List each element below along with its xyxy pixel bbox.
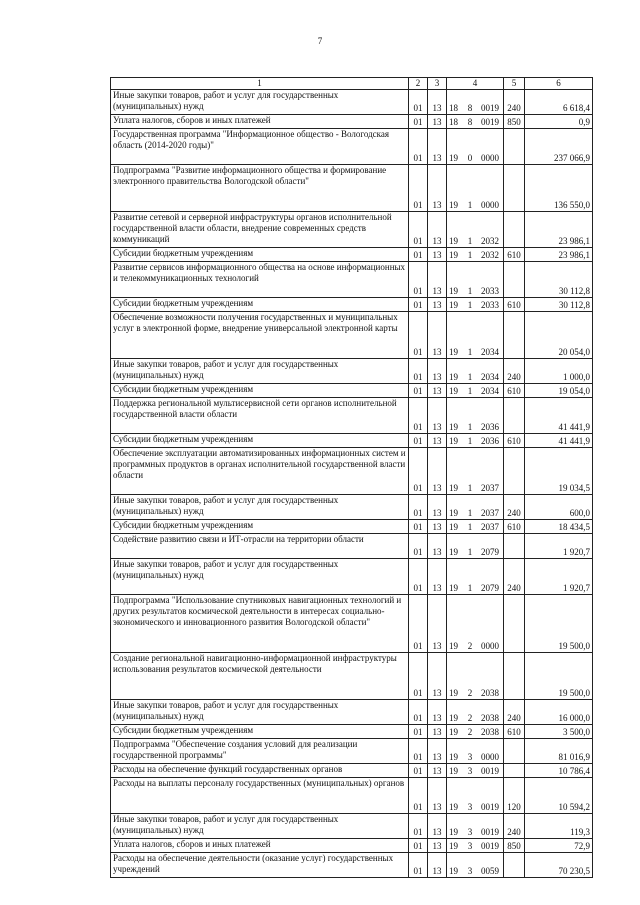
target-article-part: 0019 xyxy=(481,103,499,113)
target-article-part: 2037 xyxy=(481,483,499,493)
subsection-code: 13 xyxy=(428,814,447,839)
section-code: 01 xyxy=(409,559,428,595)
table-row xyxy=(111,298,593,312)
subsection-code: 13 xyxy=(428,129,447,165)
table-row xyxy=(111,384,593,398)
expense-type-code xyxy=(504,534,525,559)
subsection-code: 13 xyxy=(428,298,447,312)
target-article-part: 1 xyxy=(467,286,473,296)
page-number: 7 xyxy=(317,36,323,46)
target-article-code xyxy=(447,725,504,739)
target-article-part: 2034 xyxy=(481,372,499,382)
row-name: Создание региональной навигационно-информационной инфраструктуры использования результатов космической деятельности xyxy=(111,653,409,700)
target-article-part: 0019 xyxy=(481,117,499,127)
expense-type-code xyxy=(504,165,525,212)
section-code: 01 xyxy=(409,520,428,534)
expense-type-code xyxy=(504,448,525,495)
table-row xyxy=(111,739,593,764)
target-article-part: 0059 xyxy=(481,866,499,876)
amount: 72,9 xyxy=(525,839,593,853)
table-row xyxy=(111,839,593,853)
subsection-code: 13 xyxy=(428,653,447,700)
section-code: 01 xyxy=(409,129,428,165)
target-article-part: 2036 xyxy=(481,436,499,446)
expense-type-code xyxy=(504,212,525,248)
target-article-part: 19 xyxy=(449,422,458,432)
column-header-5: 5 xyxy=(504,78,525,90)
target-article-part: 19 xyxy=(449,347,458,357)
subsection-code: 13 xyxy=(428,434,447,448)
target-article-code xyxy=(447,359,504,384)
table-row xyxy=(111,853,593,878)
row-name: Развитие сервисов информационного общества на основе информационных и телекоммуникационных технологий xyxy=(111,262,409,298)
table-body xyxy=(111,90,593,878)
row-name: Иные закупки товаров, работ и услуг для государственных (муниципальных) нужд xyxy=(111,700,409,725)
table-row xyxy=(111,248,593,262)
expense-type-code: 240 xyxy=(504,90,525,115)
subsection-code: 13 xyxy=(428,384,447,398)
target-article-code xyxy=(447,262,504,298)
expense-type-code xyxy=(504,653,525,700)
target-article-part: 19 xyxy=(449,386,458,396)
target-article-code xyxy=(447,839,504,853)
target-article-part: 0000 xyxy=(481,641,499,651)
expense-type-code: 240 xyxy=(504,359,525,384)
subsection-code: 13 xyxy=(428,165,447,212)
amount: 237 066,9 xyxy=(525,129,593,165)
section-code: 01 xyxy=(409,434,428,448)
target-article-part: 2033 xyxy=(481,286,499,296)
target-article-part: 1 xyxy=(467,372,473,382)
target-article-code xyxy=(447,90,504,115)
target-article-part: 18 xyxy=(449,103,458,113)
column-header-3: 3 xyxy=(428,78,447,90)
table-row xyxy=(111,448,593,495)
row-name: Поддержка региональной мультисервисной сети органов исполнительной государственной власти области xyxy=(111,398,409,434)
target-article-code xyxy=(447,814,504,839)
target-article-part: 1 xyxy=(467,508,473,518)
amount: 30 112,8 xyxy=(525,262,593,298)
target-article-part: 19 xyxy=(449,641,458,651)
target-article-code xyxy=(447,653,504,700)
subsection-code: 13 xyxy=(428,115,447,129)
table-row xyxy=(111,520,593,534)
target-article-part: 0000 xyxy=(481,752,499,762)
amount: 23 986,1 xyxy=(525,248,593,262)
row-name: Уплата налогов, сборов и иных платежей xyxy=(111,115,409,129)
target-article-part: 19 xyxy=(449,250,458,260)
target-article-code xyxy=(447,739,504,764)
target-article-code xyxy=(447,448,504,495)
table-row xyxy=(111,725,593,739)
row-name: Субсидии бюджетным учреждениям xyxy=(111,384,409,398)
amount: 19 500,0 xyxy=(525,595,593,653)
amount: 18 434,5 xyxy=(525,520,593,534)
table-row xyxy=(111,90,593,115)
expense-type-code: 610 xyxy=(504,248,525,262)
target-article-part: 19 xyxy=(449,583,458,593)
target-article-part: 3 xyxy=(467,766,473,776)
target-article-part: 1 xyxy=(467,300,473,310)
target-article-part: 3 xyxy=(467,802,473,812)
target-article-code xyxy=(447,165,504,212)
target-article-part: 2 xyxy=(467,727,473,737)
section-code: 01 xyxy=(409,534,428,559)
amount: 20 054,0 xyxy=(525,312,593,359)
subsection-code: 13 xyxy=(428,212,447,248)
amount: 70 230,5 xyxy=(525,853,593,878)
table-row xyxy=(111,262,593,298)
target-article-code xyxy=(447,534,504,559)
target-article-part: 0 xyxy=(467,153,473,163)
target-article-part: 19 xyxy=(449,153,458,163)
target-article-part: 2037 xyxy=(481,522,499,532)
section-code: 01 xyxy=(409,764,428,778)
target-article-part: 19 xyxy=(449,286,458,296)
amount: 1 920,7 xyxy=(525,559,593,595)
target-article-code xyxy=(447,384,504,398)
amount: 16 000,0 xyxy=(525,700,593,725)
target-article-part: 19 xyxy=(449,766,458,776)
target-article-part: 0019 xyxy=(481,766,499,776)
table-row xyxy=(111,559,593,595)
target-article-part: 1 xyxy=(467,250,473,260)
amount: 0,9 xyxy=(525,115,593,129)
target-article-code xyxy=(447,115,504,129)
row-name: Подпрограмма "Обеспечение создания условий для реализации государственной программы" xyxy=(111,739,409,764)
target-article-part: 1 xyxy=(467,236,473,246)
target-article-part: 1 xyxy=(467,522,473,532)
section-code: 01 xyxy=(409,778,428,814)
target-article-part: 0019 xyxy=(481,841,499,851)
section-code: 01 xyxy=(409,853,428,878)
target-article-part: 19 xyxy=(449,827,458,837)
row-name: Иные закупки товаров, работ и услуг для государственных (муниципальных) нужд xyxy=(111,359,409,384)
target-article-part: 19 xyxy=(449,802,458,812)
table-row xyxy=(111,764,593,778)
target-article-part: 19 xyxy=(449,752,458,762)
amount: 23 986,1 xyxy=(525,212,593,248)
amount: 600,0 xyxy=(525,495,593,520)
target-article-code xyxy=(447,212,504,248)
target-article-code xyxy=(447,398,504,434)
expense-type-code: 610 xyxy=(504,384,525,398)
section-code: 01 xyxy=(409,653,428,700)
target-article-part: 3 xyxy=(467,752,473,762)
target-article-part: 2034 xyxy=(481,386,499,396)
section-code: 01 xyxy=(409,165,428,212)
target-article-part: 2 xyxy=(467,713,473,723)
table-row xyxy=(111,653,593,700)
section-code: 01 xyxy=(409,115,428,129)
row-name: Субсидии бюджетным учреждениям xyxy=(111,298,409,312)
table-row xyxy=(111,814,593,839)
row-name: Иные закупки товаров, работ и услуг для государственных (муниципальных) нужд xyxy=(111,814,409,839)
budget-table xyxy=(110,77,593,878)
expense-type-code: 610 xyxy=(504,434,525,448)
target-article-part: 0000 xyxy=(481,153,499,163)
section-code: 01 xyxy=(409,262,428,298)
table-row xyxy=(111,165,593,212)
target-article-part: 8 xyxy=(467,103,473,113)
section-code: 01 xyxy=(409,739,428,764)
row-name: Уплата налогов, сборов и иных платежей xyxy=(111,839,409,853)
expense-type-code: 240 xyxy=(504,700,525,725)
amount: 10 594,2 xyxy=(525,778,593,814)
column-header-6: 6 xyxy=(525,78,593,90)
table-row xyxy=(111,398,593,434)
target-article-part: 1 xyxy=(467,547,473,557)
subsection-code: 13 xyxy=(428,90,447,115)
table-row xyxy=(111,434,593,448)
target-article-part: 8 xyxy=(467,117,473,127)
target-article-code xyxy=(447,559,504,595)
row-name: Субсидии бюджетным учреждениям xyxy=(111,520,409,534)
target-article-part: 2038 xyxy=(481,713,499,723)
target-article-part: 2079 xyxy=(481,583,499,593)
section-code: 01 xyxy=(409,359,428,384)
subsection-code: 13 xyxy=(428,448,447,495)
expense-type-code xyxy=(504,853,525,878)
row-name: Субсидии бюджетным учреждениям xyxy=(111,248,409,262)
target-article-part: 19 xyxy=(449,300,458,310)
amount: 1 000,0 xyxy=(525,359,593,384)
amount: 41 441,9 xyxy=(525,398,593,434)
target-article-part: 1 xyxy=(467,583,473,593)
target-article-part: 1 xyxy=(467,483,473,493)
subsection-code: 13 xyxy=(428,778,447,814)
section-code: 01 xyxy=(409,312,428,359)
expense-type-code xyxy=(504,262,525,298)
target-article-part: 19 xyxy=(449,727,458,737)
amount: 81 016,9 xyxy=(525,739,593,764)
target-article-code xyxy=(447,495,504,520)
subsection-code: 13 xyxy=(428,839,447,853)
subsection-code: 13 xyxy=(428,764,447,778)
target-article-part: 2033 xyxy=(481,300,499,310)
target-article-part: 19 xyxy=(449,713,458,723)
target-article-part: 1 xyxy=(467,422,473,432)
expense-type-code: 240 xyxy=(504,495,525,520)
target-article-part: 19 xyxy=(449,688,458,698)
section-code: 01 xyxy=(409,384,428,398)
table-row xyxy=(111,495,593,520)
table-row xyxy=(111,534,593,559)
row-name: Содействие развитию связи и ИТ-отрасли на территории области xyxy=(111,534,409,559)
amount: 136 550,0 xyxy=(525,165,593,212)
target-article-part: 2038 xyxy=(481,727,499,737)
section-code: 01 xyxy=(409,495,428,520)
target-article-part: 19 xyxy=(449,236,458,246)
target-article-part: 18 xyxy=(449,117,458,127)
subsection-code: 13 xyxy=(428,495,447,520)
expense-type-code: 610 xyxy=(504,520,525,534)
amount: 119,3 xyxy=(525,814,593,839)
target-article-part: 2 xyxy=(467,688,473,698)
amount: 19 054,0 xyxy=(525,384,593,398)
target-article-part: 2079 xyxy=(481,547,499,557)
target-article-code xyxy=(447,129,504,165)
expense-type-code xyxy=(504,129,525,165)
subsection-code: 13 xyxy=(428,262,447,298)
target-article-part: 19 xyxy=(449,508,458,518)
row-name: Расходы на обеспечение деятельности (оказание услуг) государственных учреждений xyxy=(111,853,409,878)
target-article-part: 1 xyxy=(467,200,473,210)
target-article-part: 2034 xyxy=(481,347,499,357)
expense-type-code: 240 xyxy=(504,814,525,839)
target-article-part: 2032 xyxy=(481,236,499,246)
target-article-code xyxy=(447,520,504,534)
row-name: Расходы на обеспечение функций государственных органов xyxy=(111,764,409,778)
target-article-part: 1 xyxy=(467,347,473,357)
target-article-part: 0019 xyxy=(481,827,499,837)
target-article-part: 2032 xyxy=(481,250,499,260)
subsection-code: 13 xyxy=(428,398,447,434)
section-code: 01 xyxy=(409,700,428,725)
target-article-code xyxy=(447,853,504,878)
target-article-part: 3 xyxy=(467,866,473,876)
section-code: 01 xyxy=(409,398,428,434)
section-code: 01 xyxy=(409,212,428,248)
target-article-code xyxy=(447,595,504,653)
target-article-part: 19 xyxy=(449,483,458,493)
expense-type-code xyxy=(504,764,525,778)
target-article-part: 2037 xyxy=(481,508,499,518)
table-row xyxy=(111,359,593,384)
target-article-part: 19 xyxy=(449,200,458,210)
expense-type-code xyxy=(504,739,525,764)
table-row xyxy=(111,115,593,129)
table-row xyxy=(111,595,593,653)
amount: 6 618,4 xyxy=(525,90,593,115)
target-article-part: 1 xyxy=(467,386,473,396)
target-article-part: 19 xyxy=(449,841,458,851)
subsection-code: 13 xyxy=(428,312,447,359)
subsection-code: 13 xyxy=(428,739,447,764)
target-article-code xyxy=(447,764,504,778)
subsection-code: 13 xyxy=(428,520,447,534)
target-article-part: 19 xyxy=(449,436,458,446)
subsection-code: 13 xyxy=(428,853,447,878)
row-name: Развитие сетевой и серверной инфраструктуры органов исполнительной государственной власти области, внедрение современных средств коммуникаций xyxy=(111,212,409,248)
table-header-row xyxy=(111,78,593,90)
amount: 41 441,9 xyxy=(525,434,593,448)
target-article-part: 2036 xyxy=(481,422,499,432)
section-code: 01 xyxy=(409,448,428,495)
subsection-code: 13 xyxy=(428,725,447,739)
row-name: Субсидии бюджетным учреждениям xyxy=(111,725,409,739)
table-row xyxy=(111,129,593,165)
amount: 3 500,0 xyxy=(525,725,593,739)
target-article-part: 3 xyxy=(467,827,473,837)
expense-type-code: 610 xyxy=(504,725,525,739)
expense-type-code: 850 xyxy=(504,839,525,853)
target-article-part: 0000 xyxy=(481,200,499,210)
column-header-1: 1 xyxy=(111,78,409,90)
row-name: Расходы на выплаты персоналу государственных (муниципальных) органов xyxy=(111,778,409,814)
target-article-part: 2 xyxy=(467,641,473,651)
amount: 30 112,8 xyxy=(525,298,593,312)
section-code: 01 xyxy=(409,725,428,739)
section-code: 01 xyxy=(409,90,428,115)
expense-type-code: 850 xyxy=(504,115,525,129)
subsection-code: 13 xyxy=(428,595,447,653)
subsection-code: 13 xyxy=(428,248,447,262)
section-code: 01 xyxy=(409,595,428,653)
target-article-code xyxy=(447,312,504,359)
row-name: Иные закупки товаров, работ и услуг для государственных (муниципальных) нужд xyxy=(111,495,409,520)
subsection-code: 13 xyxy=(428,700,447,725)
section-code: 01 xyxy=(409,814,428,839)
target-article-code xyxy=(447,248,504,262)
target-article-code xyxy=(447,298,504,312)
expense-type-code: 120 xyxy=(504,778,525,814)
table-row xyxy=(111,778,593,814)
row-name: Обеспечение эксплуатации автоматизированных информационных систем и программных продуктов в органах исполнительной государственной власти области xyxy=(111,448,409,495)
target-article-part: 19 xyxy=(449,522,458,532)
expense-type-code xyxy=(504,398,525,434)
section-code: 01 xyxy=(409,839,428,853)
subsection-code: 13 xyxy=(428,534,447,559)
table-row xyxy=(111,212,593,248)
target-article-code xyxy=(447,434,504,448)
amount: 19 034,5 xyxy=(525,448,593,495)
row-name: Иные закупки товаров, работ и услуг для государственных (муниципальных) нужд xyxy=(111,90,409,115)
target-article-part: 19 xyxy=(449,547,458,557)
row-name: Государственная программа "Информационное общество - Вологодская область (2014-2020 годы)" xyxy=(111,129,409,165)
row-name: Субсидии бюджетным учреждениям xyxy=(111,434,409,448)
table-row xyxy=(111,312,593,359)
amount: 1 920,7 xyxy=(525,534,593,559)
row-name: Обеспечение возможности получения государственных и муниципальных услуг в электронной форме, внедрение универсальной электронной карты xyxy=(111,312,409,359)
target-article-part: 3 xyxy=(467,841,473,851)
target-article-part: 1 xyxy=(467,436,473,446)
expense-type-code: 610 xyxy=(504,298,525,312)
expense-type-code xyxy=(504,312,525,359)
section-code: 01 xyxy=(409,298,428,312)
subsection-code: 13 xyxy=(428,359,447,384)
expense-type-code xyxy=(504,595,525,653)
row-name: Подпрограмма "Использование спутниковых навигационных технологий и других результатов космической деятельности в интересах социально-экономического и инновационного развития Вологодской области" xyxy=(111,595,409,653)
column-header-2: 2 xyxy=(409,78,428,90)
column-header-4: 4 xyxy=(447,78,504,90)
table-row xyxy=(111,700,593,725)
row-name: Иные закупки товаров, работ и услуг для государственных (муниципальных) нужд xyxy=(111,559,409,595)
expense-type-code: 240 xyxy=(504,559,525,595)
amount: 10 786,4 xyxy=(525,764,593,778)
target-article-code xyxy=(447,700,504,725)
target-article-code xyxy=(447,778,504,814)
target-article-part: 0019 xyxy=(481,802,499,812)
target-article-part: 19 xyxy=(449,866,458,876)
target-article-part: 2038 xyxy=(481,688,499,698)
section-code: 01 xyxy=(409,248,428,262)
subsection-code: 13 xyxy=(428,559,447,595)
target-article-part: 19 xyxy=(449,372,458,382)
amount: 19 500,0 xyxy=(525,653,593,700)
row-name: Подпрограмма "Развитие информационного общества и формирование электронного правительства Вологодской области" xyxy=(111,165,409,212)
